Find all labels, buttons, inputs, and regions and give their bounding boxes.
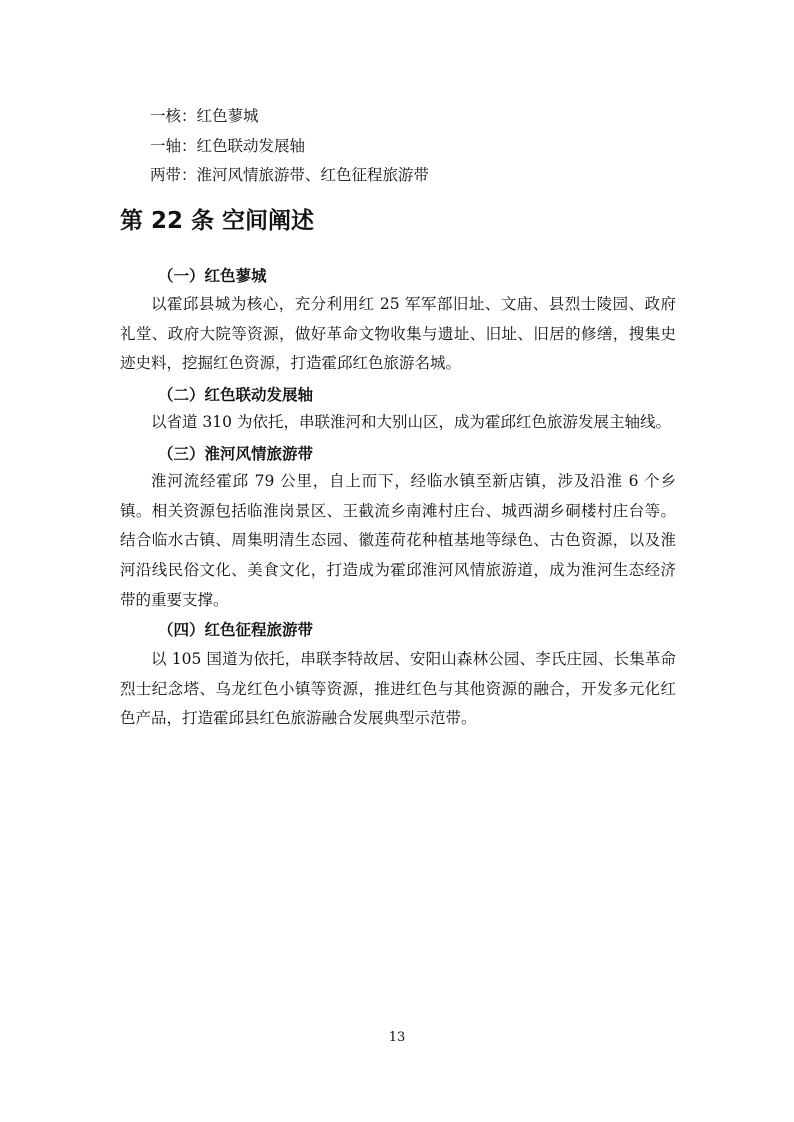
section-body-development-axis: 以省道 310 为依托，串联淮河和大别山区，成为霍邱红色旅游发展主轴线。 [151, 413, 671, 431]
section-body-red-liaocheng: 以霍邱县城为核心，充分利用红 25 军军部旧址、文庙、县烈士陵园、政府礼堂、政府大院等资源，做好革命文物收集与遗址、旧址、旧居的修缮，搜集史迹史料，挖掘红色资源，打造霍邱红色旅游名城。 [120, 295, 676, 373]
intro-line-core: 一核：红色蓼城 [150, 107, 259, 125]
section-heading-development-axis: （二）红色联动发展轴 [158, 386, 314, 404]
section-body-huaihe-belt: 淮河流经霍邱 79 公里，自上而下，经临水镇至新店镇，涉及沿淮 6 个乡镇。相关资源包括临淮岗景区、王截流乡南滩村庄台、城西湖乡硐楼村庄台等。结合临水古镇、周集明清生态园、徽莲荷花种植基地等绿色、古色资源，以及淮河沿线民俗文化、美食文化，打造成为霍邱淮河风情旅游道，成为淮河生态经济带的重要支撑。 [120, 472, 676, 609]
section-heading-huaihe-belt: （三）淮河风情旅游带 [158, 445, 314, 463]
page-number: 13 [388, 1030, 406, 1045]
intro-line-belts: 两带：淮河风情旅游带、红色征程旅游带 [150, 166, 430, 184]
section-heading-red-liaocheng: （一）红色蓼城 [158, 267, 267, 285]
article-heading: 第 22 条 空间阐述 [120, 208, 315, 234]
section-body-red-journey-belt: 以 105 国道为依托，串联李特故居、安阳山森林公园、李氏庄园、长集革命烈士纪念塔、乌龙红色小镇等资源，推进红色与其他资源的融合，开发多元化红色产品，打造霍邱县红色旅游融合发展典型示范带。 [120, 650, 676, 728]
intro-line-axis: 一轴：红色联动发展轴 [150, 137, 306, 155]
section-heading-red-journey-belt: （四）红色征程旅游带 [158, 621, 314, 639]
